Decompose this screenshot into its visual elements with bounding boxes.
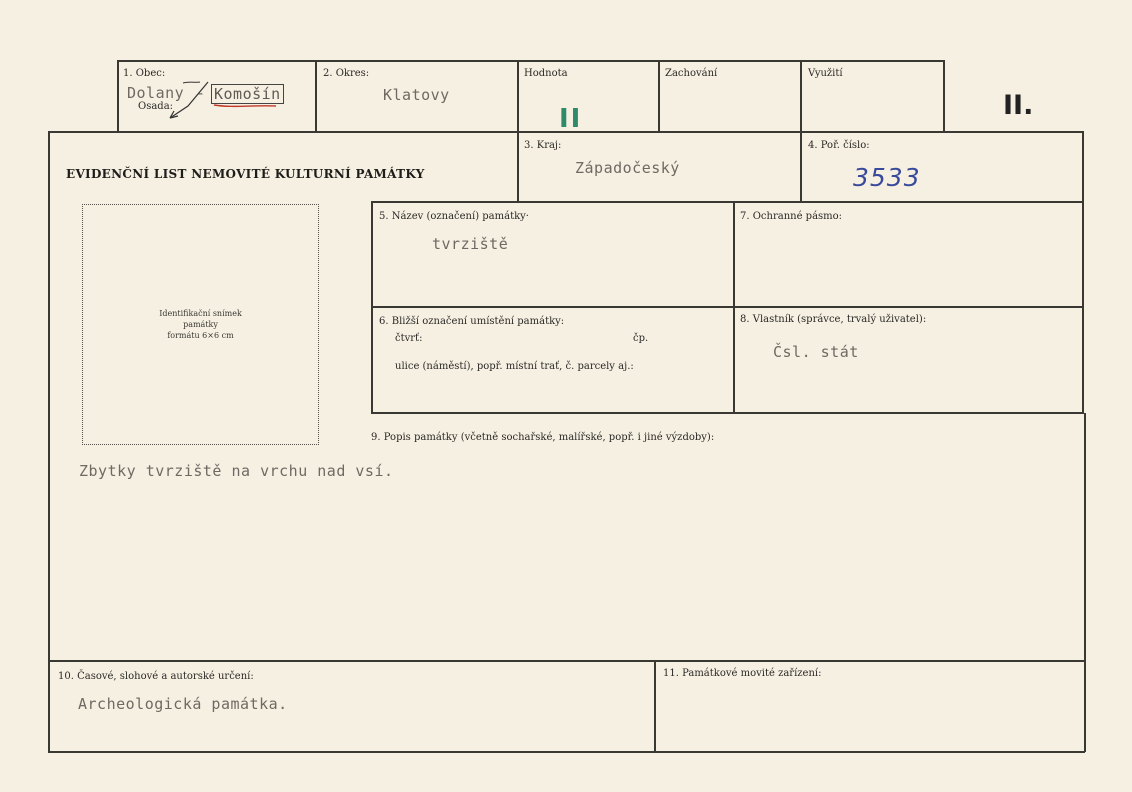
okres-value: Klatovy [383, 86, 450, 104]
kraj-value: Západočeský [575, 159, 680, 177]
header-divider [315, 60, 317, 131]
header-divider [800, 60, 802, 131]
zachovani-label: Zachování [665, 68, 718, 79]
popis-value: Zbytky tvrziště na vrchu nad vsí. [79, 462, 394, 480]
okres-label: 2. Okres: [323, 68, 370, 79]
obec-dash: - [196, 84, 206, 102]
popis-label: 9. Popis památky (včetně sochařské, malířské, popř. i jiné výzdoby): [371, 432, 715, 443]
vlastnik-value: Čsl. stát [773, 343, 859, 361]
cp-label: čp. [633, 333, 649, 344]
obec-value: Dolany [127, 84, 185, 102]
cislo-divider [800, 131, 802, 201]
nazev-value: tvrziště [432, 235, 509, 253]
obec-value-highlight: Komošín [211, 84, 284, 104]
row-rule [48, 660, 1085, 662]
row-rule [371, 412, 1084, 414]
photo-caption-line: formátu 6×6 cm [167, 331, 234, 340]
ctvrt-label: čtvrť: [395, 333, 423, 344]
frame-bottom-rule [48, 751, 1085, 753]
row-rule [371, 306, 1082, 308]
photo-caption [83, 308, 318, 341]
header-top-rule [117, 60, 944, 62]
row-rule [371, 201, 1082, 203]
casove-urceni-label: 10. Časové, slohové a autorské určení: [58, 671, 254, 682]
header-divider [658, 60, 660, 131]
corner-mark: II. [1003, 90, 1034, 121]
osada-label: Osada: [138, 101, 174, 112]
header-divider [943, 60, 945, 131]
movite-zarizeni-label: 11. Památkové movité zařízení: [663, 668, 822, 679]
nazev-label: 5. Název (označení) památky· [379, 211, 529, 222]
casove-urceni-value: Archeologická památka. [78, 695, 288, 713]
frame-right-rule-upper [1082, 131, 1084, 413]
obec-label: 1. Obec: [123, 68, 166, 79]
kraj-divider [517, 131, 519, 201]
por-cislo-label: 4. Poř. číslo: [808, 140, 870, 151]
frame-right-rule-lower [1084, 413, 1086, 752]
header-divider [517, 60, 519, 131]
vlastnik-label: 8. Vlastník (správce, trvalý uživatel): [740, 314, 927, 325]
obec-annotation-marks [150, 78, 290, 126]
kraj-label: 3. Kraj: [524, 140, 562, 151]
photo-placeholder [82, 204, 319, 445]
ulice-label: ulice (náměstí), popř. místní trať, č. parcely aj.: [395, 361, 634, 372]
vyuziti-label: Využití [808, 68, 843, 79]
frame-left-rule [48, 131, 50, 752]
blizsi-oznaceni-label: 6. Bližší označení umístění památky: [379, 316, 565, 327]
hodnota-label: Hodnota [524, 68, 568, 79]
hodnota-mark: II [559, 104, 583, 134]
photo-caption-line: památky [183, 320, 218, 329]
photo-caption-line: Identifikační snímek [159, 309, 242, 318]
field-divider [654, 660, 656, 752]
form-title: EVIDENČNÍ LIST NEMOVITÉ KULTURNÍ PAMÁTKY [66, 167, 425, 181]
ochranne-pasmo-label: 7. Ochranné pásmo: [740, 211, 843, 222]
header-divider [117, 60, 119, 131]
por-cislo-value: 3533 [853, 163, 921, 192]
